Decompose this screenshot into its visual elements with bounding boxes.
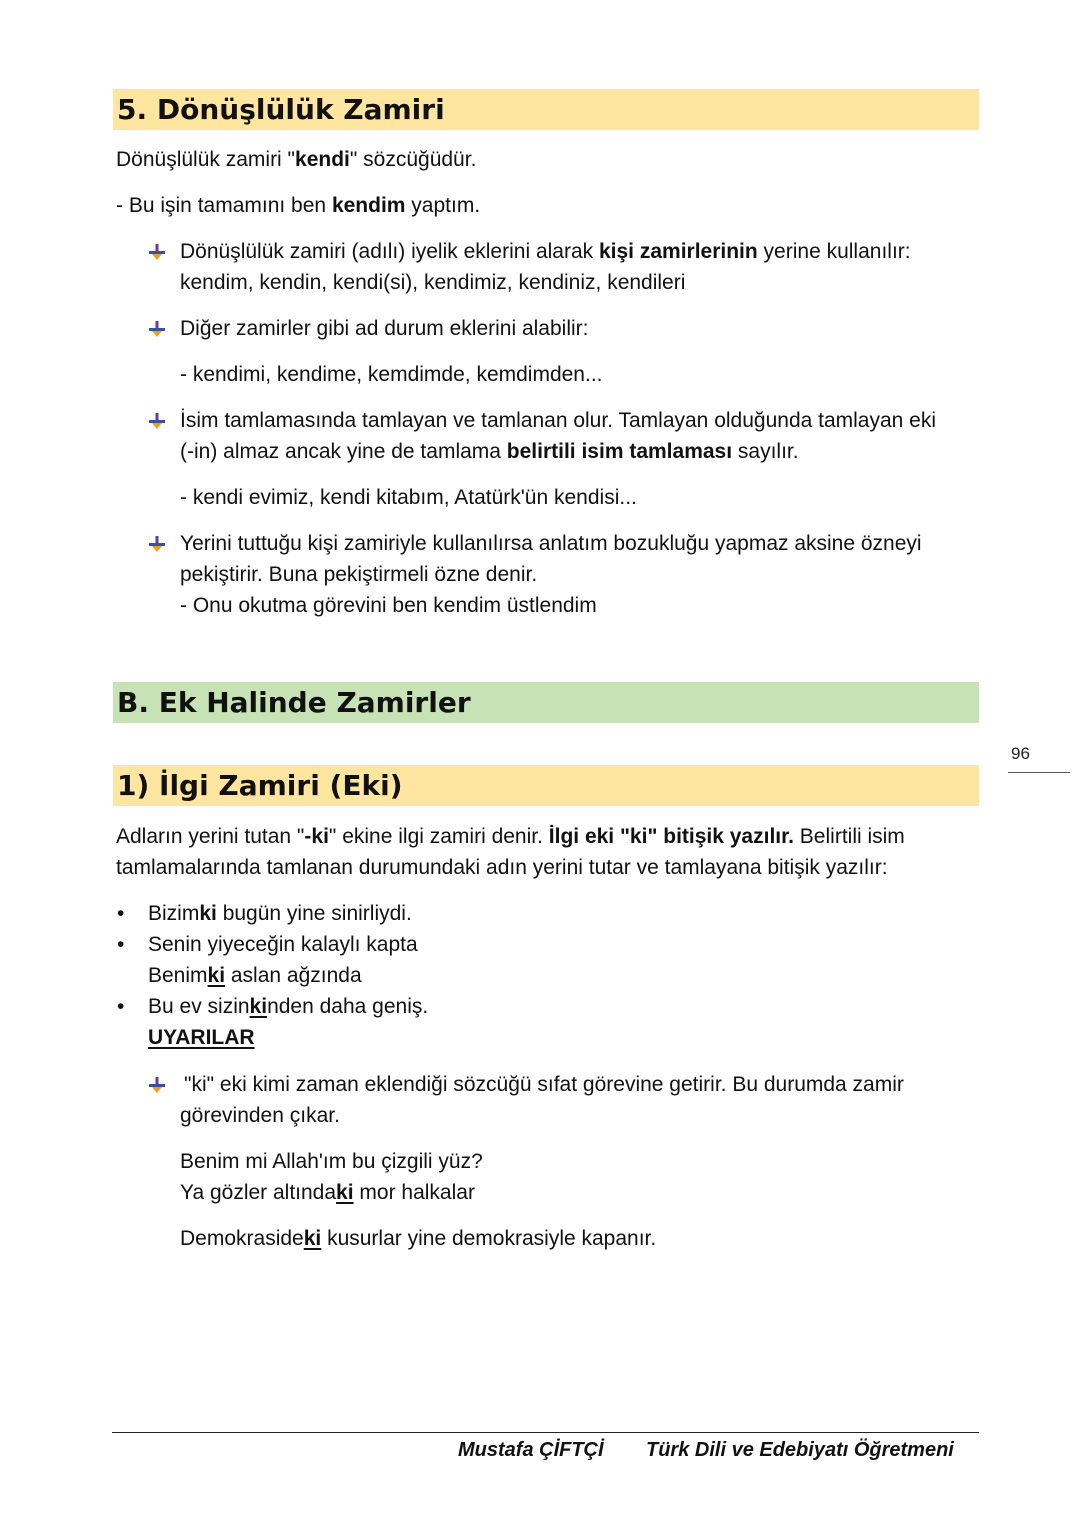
item-1-line-1: Dönüşlülük zamiri (adılı) iyelik eklerini alarak kişi zamirlerinin yerine kullanılır: bbox=[180, 240, 911, 263]
example-line-3: Demokrasideki kusurlar yine demokrasiyle kapanır. bbox=[180, 1227, 657, 1250]
page-number-rule bbox=[1008, 772, 1070, 773]
page-number: 96 bbox=[1011, 744, 1030, 763]
bullet-item-2: Senin yiyeceğin kalaylı kapta bbox=[148, 933, 418, 956]
footer-rule bbox=[112, 1432, 979, 1433]
section-1-paragraph-line-2: tamlamalarında tamlanan durumundaki adın yerini tutar ve tamlayana bitişik yazılır: bbox=[116, 856, 888, 879]
bullet-item-1: Bizimki bugün yine sinirliydi. bbox=[148, 902, 412, 925]
section-1-title: 1) İlgi Zamiri (Eki) bbox=[113, 765, 979, 806]
warning-1-line-1: "ki" eki kimi zaman eklendiği sözcüğü sıfat görevine getirir. Bu durumda zamir bbox=[184, 1073, 904, 1096]
arrow-bullet-icon bbox=[148, 320, 166, 338]
bullet-dot: • bbox=[117, 995, 125, 1018]
footer-author: Mustafa ÇİFTÇİ bbox=[458, 1439, 604, 1461]
item-1-line-2: kendim, kendin, kendi(si), kendimiz, kendiniz, kendileri bbox=[180, 271, 686, 294]
section-5-example: - Bu işin tamamını ben kendim yaptım. bbox=[116, 194, 481, 217]
section-1-paragraph-line-1: Adların yerini tutan "-ki" ekine ilgi zamiri denir. İlgi eki "ki" bitişik yazılır. Belirtili isim bbox=[116, 825, 905, 848]
item-3-line-1: İsim tamlamasında tamlayan ve tamlanan olur. Tamlayan olduğunda tamlayan eki bbox=[180, 409, 937, 432]
warnings-heading: UYARILAR bbox=[148, 1026, 255, 1049]
item-4-line-2: pekiştirir. Buna pekiştirmeli özne denir. bbox=[180, 563, 538, 586]
section-b-title: B. Ek Halinde Zamirler bbox=[113, 682, 979, 723]
item-2-example: - kendimi, kendime, kemdimde, kemdimden... bbox=[180, 363, 603, 386]
item-3-example: - kendi evimiz, kendi kitabım, Atatürk'ün kendisi... bbox=[180, 486, 637, 509]
item-2-text: Diğer zamirler gibi ad durum eklerini alabilir: bbox=[180, 317, 589, 340]
item-3-line-2: (-in) almaz ancak yine de tamlama belirtili isim tamlaması sayılır. bbox=[180, 440, 799, 463]
item-4-line-1: Yerini tuttuğu kişi zamiriyle kullanılırsa anlatım bozukluğu yapmaz aksine özneyi bbox=[180, 532, 922, 555]
warning-1-line-2: görevinden çıkar. bbox=[180, 1104, 340, 1127]
arrow-bullet-icon bbox=[148, 535, 166, 553]
example-line-1: Benim mi Allah'ım bu çizgili yüz? bbox=[180, 1150, 483, 1173]
footer-role: Türk Dili ve Edebiyatı Öğretmeni bbox=[646, 1439, 954, 1461]
section-5-intro: Dönüşlülük zamiri "kendi" sözcüğüdür. bbox=[116, 148, 477, 171]
bullet-dot: • bbox=[117, 933, 125, 956]
arrow-bullet-icon bbox=[148, 1076, 166, 1094]
example-line-2: Ya gözler altındaki mor halkalar bbox=[180, 1181, 475, 1204]
bullet-dot: • bbox=[117, 902, 125, 925]
section-5-title: 5. Dönüşlülük Zamiri bbox=[113, 89, 979, 130]
bullet-item-3: Bu ev sizinkinden daha geniş. bbox=[148, 995, 429, 1018]
arrow-bullet-icon bbox=[148, 243, 166, 261]
bullet-item-2-continuation: Benimki aslan ağzında bbox=[148, 964, 362, 987]
item-4-line-3: - Onu okutma görevini ben kendim üstlendim bbox=[180, 594, 597, 617]
arrow-bullet-icon bbox=[148, 412, 166, 430]
